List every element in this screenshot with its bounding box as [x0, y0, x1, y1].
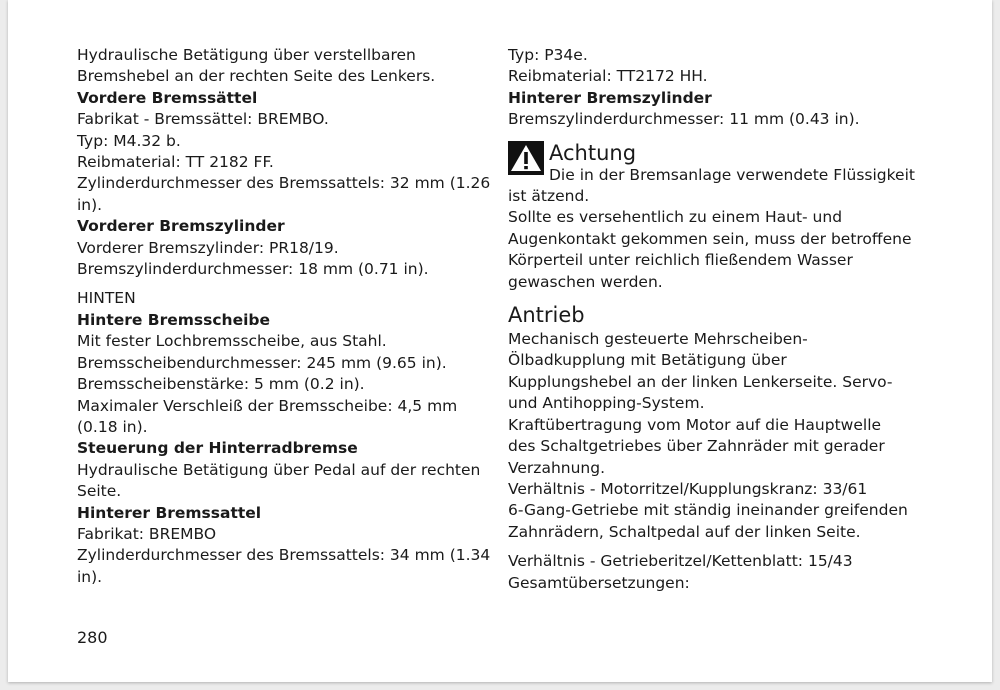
- warning-text: gewaschen werden.: [508, 272, 663, 291]
- spec-line: Fabrikat: BREMBO: [77, 524, 217, 543]
- spec-line: Bremszylinderdurchmesser: 18 mm (0.71 in).: [77, 260, 429, 279]
- spec-line: Bremsscheibenstärke: 5 mm (0.2 in).: [77, 375, 365, 394]
- spec-line: Fabrikat - Bremssättel: BREMBO.: [77, 110, 329, 129]
- spec-line: des Schaltgetriebes über Zahnräder mit gerader: [508, 437, 885, 456]
- spec-line: Zylinderdurchmesser des Bremssattels: 34 mm (1.34: [77, 546, 491, 565]
- warning-text: Die in der Bremsanlage verwendete Flüssigkeit: [549, 165, 915, 184]
- spec-line: Zylinderdurchmesser des Bremssattels: 32 mm (1.26: [77, 174, 491, 193]
- spec-line: Bremszylinderdurchmesser: 11 mm (0.43 in).: [508, 110, 860, 129]
- spec-line: Typ: P34e.: [508, 46, 588, 64]
- rear-master-cylinder-heading: Hinterer Bremszylinder: [508, 88, 712, 107]
- spec-line: Mechanisch gesteuerte Mehrscheiben-: [508, 330, 808, 349]
- spec-line: Reibmaterial: TT 2182 FF.: [77, 153, 274, 172]
- front-calipers-heading: Vordere Bremssättel: [77, 88, 258, 107]
- warning-text: Körperteil unter reichlich fließendem Wasser: [508, 251, 853, 270]
- warning-box: [508, 141, 933, 293]
- spec-line: Kupplungshebel an der linken Lenkerseite. Servo-: [508, 372, 893, 391]
- intro-text: Hydraulische Betätigung über verstellbaren: [77, 46, 416, 64]
- spec-line: und Antihopping-System.: [508, 394, 705, 413]
- front-master-cylinder-heading: Vorderer Bremszylinder: [77, 217, 285, 236]
- warning-text: Sollte es versehentlich zu einem Haut- und: [508, 208, 843, 227]
- right-column: [508, 45, 933, 594]
- spec-line: Seite.: [77, 482, 122, 501]
- rear-brake-control-heading: Steuerung der Hinterradbremse: [77, 439, 358, 458]
- spec-line: Vorderer Bremszylinder: PR18/19.: [77, 238, 339, 257]
- spec-line: Kraftübertragung vom Motor auf die Hauptwelle: [508, 415, 882, 434]
- spec-line: Maximaler Verschleiß der Bremsscheibe: 4,5 mm: [77, 396, 458, 415]
- spec-line: Verhältnis - Getrieberitzel/Kettenblatt: 15/43: [508, 552, 853, 571]
- spec-line: Mit fester Lochbremsscheibe, aus Stahl.: [77, 332, 387, 351]
- spec-line: 6-Gang-Getriebe mit ständig ineinander greifenden: [508, 501, 908, 520]
- warning-text: ist ätzend.: [508, 187, 590, 206]
- spec-line: Zahnrädern, Schaltpedal auf der linken Seite.: [508, 522, 861, 541]
- manual-page: [8, 0, 992, 682]
- spec-line: Gesamtübersetzungen:: [508, 573, 690, 592]
- spec-line: Verhältnis - Motorritzel/Kupplungskranz: 33/61: [508, 479, 868, 498]
- warning-text: Augenkontakt gekommen sein, muss der betroffene: [508, 229, 912, 248]
- spec-line: Reibmaterial: TT2172 HH.: [508, 67, 708, 86]
- spec-line: Ölbadkupplung mit Betätigung über: [508, 351, 787, 370]
- spec-line: Hydraulische Betätigung über Pedal auf der rechten: [77, 460, 481, 479]
- rear-section-label: HINTEN: [77, 289, 136, 308]
- spec-line: Verzahnung.: [508, 458, 606, 477]
- spec-line: Bremsscheibendurchmesser: 245 mm (9.65 in).: [77, 353, 447, 372]
- page-number: 280: [77, 628, 108, 647]
- drive-section-title: Antrieb: [508, 303, 585, 328]
- spec-line: in).: [77, 195, 103, 214]
- spec-line: (0.18 in).: [77, 417, 148, 436]
- spec-line: in).: [77, 567, 103, 586]
- rear-caliper-heading: Hinterer Bremssattel: [77, 503, 262, 522]
- rear-disc-heading: Hintere Bremsscheibe: [77, 310, 271, 329]
- spec-line: Typ: M4.32 b.: [77, 131, 181, 150]
- intro-text: Bremshebel an der rechten Seite des Lenkers.: [77, 67, 436, 86]
- warning-title: Achtung: [549, 140, 637, 165]
- left-column: [77, 45, 502, 588]
- warning-triangle-icon: [508, 141, 544, 175]
